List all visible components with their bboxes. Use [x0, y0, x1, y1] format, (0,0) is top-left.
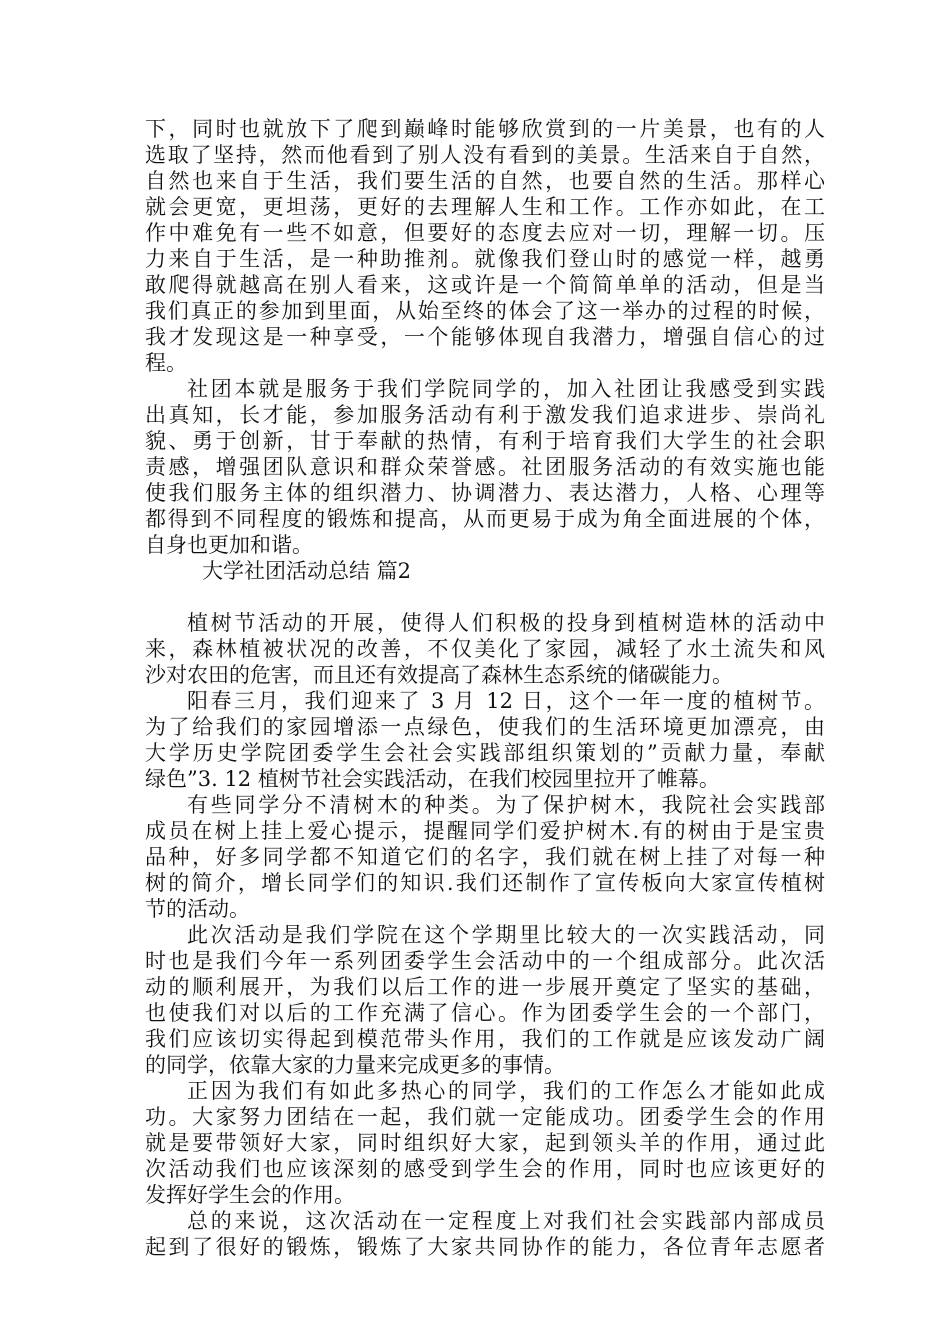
section-heading-block — [145, 558, 825, 610]
text-line: 时也是我们今年一系列团委学生会活动中的一个组成部分。此次活 — [145, 949, 825, 973]
paragraph — [145, 116, 825, 376]
text-line: 功。大家努力团结在一起，我们就一定能成功。团委学生会的作用 — [145, 1105, 825, 1129]
text-line: 正因为我们有如此多热心的同学，我们的工作怎么才能如此成 — [187, 1079, 825, 1103]
text-line: 品种，好多同学都不知道它们的名字，我们就在树上挂了对每一种 — [145, 845, 825, 869]
text-line: 此次活动是我们学院在这个学期里比较大的一次实践活动，同 — [187, 923, 825, 947]
text-line: 选取了坚持，然而他看到了别人没有看到的美景。生活来自于自然， — [145, 143, 825, 167]
text-line: 貌、勇于创新，甘于奉献的热情，有利于培育我们大学生的社会职 — [145, 429, 825, 453]
text-line: 起到了很好的锻炼，锻炼了大家共同协作的能力，各位青年志愿者 — [145, 1235, 825, 1259]
text-line: 使我们服务主体的组织潜力、协调潜力、表达潜力，人格、心理等 — [145, 481, 825, 505]
text-line: 力来自于生活，是一种助推剂。就像我们登山时的感觉一样，越勇 — [145, 247, 825, 271]
text-line: 我们应该切实得起到模范带头作用，我们的工作就是应该发动广阔 — [145, 1027, 825, 1051]
text-line: 树的简介，增长同学们的知识.我们还制作了宣传板向大家宣传植树 — [145, 871, 825, 895]
text-line: 成员在树上挂上爱心提示，提醒同学们爱护树木.有的树由于是宝贵 — [145, 819, 825, 843]
paragraph — [145, 922, 825, 1078]
text-line: 大学历史学院团委学生会社会实践部组织策划的”贡献力量，奉献 — [145, 741, 825, 765]
text-line: 下，同时也就放下了爬到巅峰时能够欣赏到的一片美景，也有的人 — [145, 117, 825, 141]
text-line: 有些同学分不清树木的种类。为了保护树木，我院社会实践部 — [187, 793, 825, 817]
paragraph — [145, 1078, 825, 1208]
text-line: 阳春三月，我们迎来了 3 月 12 日，这个一年一度的植树节。 — [187, 689, 825, 713]
text-line: 社团本就是服务于我们学院同学的，加入社团让我感受到实践 — [187, 377, 825, 401]
text-line: 也使我们对以后的工作充满了信心。作为团委学生会的一个部门， — [145, 1001, 825, 1025]
body-text-before — [145, 116, 825, 558]
text-line: 程。 — [145, 351, 187, 375]
text-line: 自然也来自于生活，我们要生活的自然，也要自然的生活。那样心 — [145, 169, 825, 193]
paragraph — [145, 610, 825, 688]
text-line: 就会更宽，更坦荡，更好的去理解人生和工作。工作亦如此，在工 — [145, 195, 825, 219]
text-line: 我们真正的参加到里面，从始至终的体会了这一举办的过程的时候， — [145, 299, 825, 323]
text-line: 的同学，依靠大家的力量来完成更多的事情。 — [145, 1053, 565, 1077]
text-line: 为了给我们的家园增添一点绿色，使我们的生活环境更加漂亮，由 — [145, 715, 825, 739]
text-line: 次活动我们也应该深刻的感受到学生会的作用，同时也应该更好的 — [145, 1157, 825, 1181]
text-line: 作中难免有一些不如意，但要好的态度去应对一切，理解一切。压 — [145, 221, 825, 245]
text-line: 动的顺利展开，为我们以后工作的进一步展开奠定了坚实的基础， — [145, 975, 825, 999]
document-page — [145, 116, 825, 1260]
section-heading: 大学社团活动总结 篇2 — [202, 559, 412, 583]
paragraph — [145, 688, 825, 792]
text-line: 出真知，长才能，参加服务活动有利于激发我们追求进步、崇尚礼 — [145, 403, 825, 427]
paragraph — [145, 376, 825, 558]
text-line: 植树节活动的开展，使得人们积极的投身到植树造林的活动中 — [187, 611, 825, 635]
text-line: 自身也更加和谐。 — [145, 533, 313, 557]
text-line: 我才发现这是一种享受，一个能够体现自我潜力，增强自信心的过 — [145, 325, 825, 349]
text-line: 都得到不同程度的锻炼和提高，从而更易于成为角全面进展的个体， — [145, 507, 825, 531]
paragraph — [145, 1208, 825, 1260]
text-line: 责感，增强团队意识和群众荣誉感。社团服务活动的有效实施也能 — [145, 455, 825, 479]
text-line: 来，森林植被状况的改善，不仅美化了家园，减轻了水土流失和风 — [145, 637, 825, 661]
text-line: 敢爬得就越高在别人看来，这或许是一个简简单单的活动，但是当 — [145, 273, 825, 297]
text-line: 绿色”3. 12 植树节社会实践活动，在我们校园里拉开了帷幕。 — [145, 767, 720, 791]
text-line: 就是要带领好大家，同时组织好大家，起到领头羊的作用，通过此 — [145, 1131, 825, 1155]
body-text-after — [145, 610, 825, 1260]
paragraph — [145, 792, 825, 922]
text-line: 发挥好学生会的作用。 — [145, 1183, 355, 1207]
text-line: 总的来说，这次活动在一定程度上对我们社会实践部内部成员 — [187, 1209, 825, 1233]
text-line: 沙对农田的危害，而且还有效提高了森林生态系统的储碳能力。 — [145, 663, 733, 687]
text-line: 节的活动。 — [145, 897, 250, 921]
